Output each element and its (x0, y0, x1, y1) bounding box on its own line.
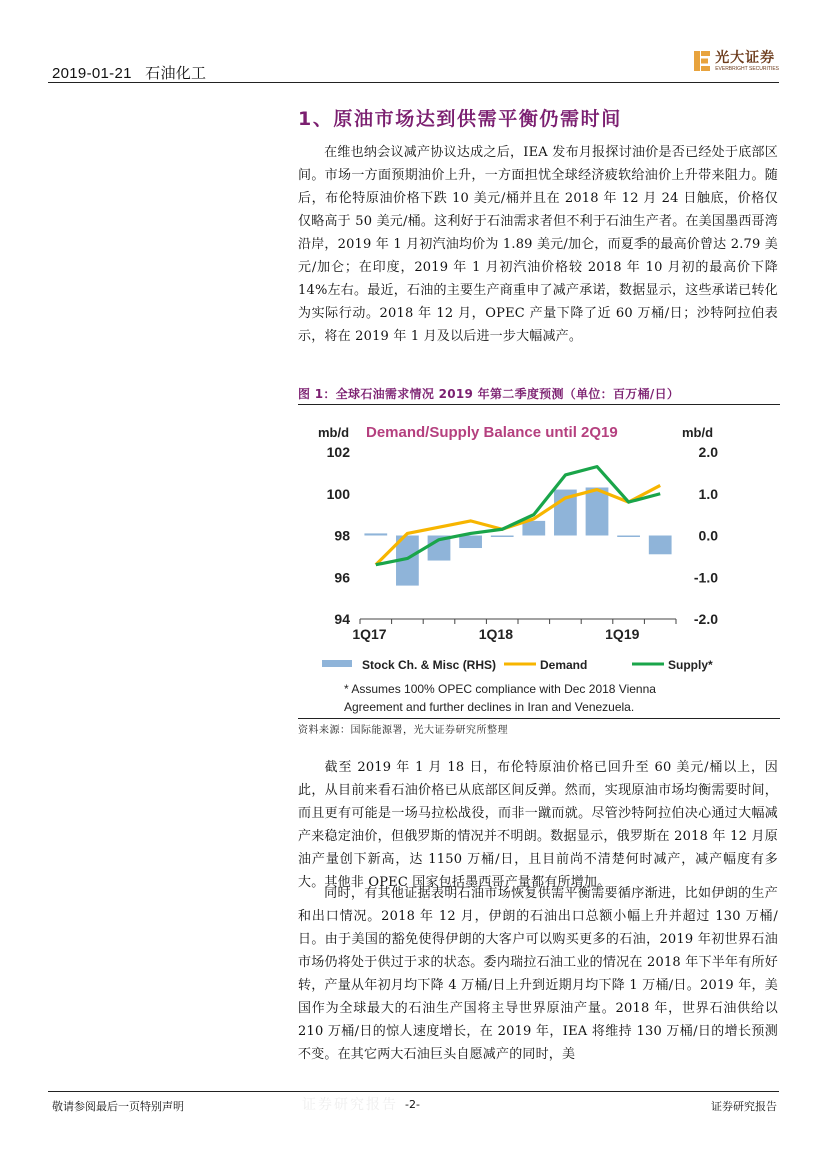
x-tick-label: 1Q19 (605, 626, 640, 642)
left-tick-label: 94 (334, 611, 350, 627)
stock-change-bar (491, 536, 514, 538)
report-header-date (52, 62, 206, 83)
chart-legend (322, 658, 713, 672)
logo-mark-icon (693, 50, 711, 72)
paragraph-2 (298, 756, 778, 894)
chart-container (304, 407, 740, 717)
header-divider (48, 82, 779, 83)
paragraph-1 (298, 141, 778, 348)
report-category: 石油化工 (145, 65, 207, 82)
x-tick-label: 1Q18 (478, 626, 514, 642)
footer-report-type: 证券研究报告 (711, 1100, 777, 1113)
logo-text-cn: 光大证券 (715, 49, 776, 66)
legend-label-supply: Supply* (668, 658, 713, 672)
left-tick-label: 102 (326, 444, 350, 460)
stock-change-bar (364, 533, 387, 535)
chart-footnote-line-2: Agreement and further declines in Iran and Venezuela. (344, 700, 635, 714)
paragraph-3-text: 同时，有其他证据表明石油市场恢复供需平衡需要循序渐进，比如伊朗的生产和出口情况。2018 年 12 月，伊朗的石油出口总额小幅上升并超过 130 万桶/日。由于美国的豁免使得伊朗的大客户可以购买更多的石油，2019 年初世界石油市场仍将处于供过于求的状态。委内瑞拉石油工业的情况在 2018 年下半年有所好转，产量从年初月均下降 4 万桶/日上升到近期月均下降 1 万桶/日。2019 年，美国作为全球最大的石油生产国将主导世界原油产量。2018 年，世界石油供给以 210 万桶/日的惊人速度增长，在 2019 年，IEA 将维持 130 万桶/日的增长预测不变。在其它两大石油巨头自愿减产的同时，美 (298, 886, 778, 1062)
right-tick-label: -2.0 (693, 611, 718, 627)
footer-watermark: 证券研究报告 (302, 1097, 398, 1113)
right-axis-label: mb/d (682, 425, 714, 440)
figure-title: 图 1：全球石油需求情况 2019 年第二季度预测（单位：百万桶/日） (298, 387, 680, 401)
right-tick-label: -1.0 (693, 569, 718, 586)
logo-text-en: EVERBRIGHT SECURITIES (715, 65, 779, 72)
legend-label-stock: Stock Ch. & Misc (RHS) (362, 658, 497, 672)
paragraph-2-text: 截至 2019 年 1 月 18 日，布伦特原油价格已回升至 60 美元/桶以上，因此，从目前来看石油价格已从底部区间反弹。然而，实现原油市场均衡需要时间，而且更有可能是一场马拉松战役，而非一蹴而就。尽管沙特阿拉伯决心通过大幅减产来稳定油价，但俄罗斯的情况并不明朗。数据显示，俄罗斯在 2018 年 12 月原油产量创下新高，达 1150 万桶/日，且目前尚不清楚何时减产，减产幅度有多大。其他非 OPEC 国家包括墨西哥产量都有所增加。 (298, 760, 778, 890)
report-date: 2019-01-21 (52, 65, 132, 82)
company-logo (693, 50, 779, 72)
stock-change-bar (586, 487, 609, 535)
stock-change-bar (459, 536, 482, 549)
legend-label-demand: Demand (540, 658, 588, 672)
left-tick-label: 100 (326, 485, 350, 502)
chart-title: Demand/Supply Balance until 2Q19 (366, 424, 618, 441)
right-tick-label: 2.0 (698, 444, 718, 460)
figure-top-rule (298, 404, 780, 405)
figure-source: 资料来源：国际能源署，光大证券研究所整理 (298, 725, 508, 736)
demand-supply-chart (304, 407, 740, 717)
chart-footnote-line-1: * Assumes 100% OPEC compliance with Dec 2018 Vienna (344, 682, 656, 696)
x-tick-label: 1Q17 (352, 626, 387, 642)
left-axis-label: mb/d (318, 425, 350, 440)
paragraph-3 (298, 882, 778, 1066)
left-tick-label: 98 (334, 527, 350, 544)
stock-change-bar (617, 536, 640, 538)
left-tick-label: 96 (334, 569, 350, 586)
figure-bottom-rule (298, 718, 780, 719)
section-title: 1、原油市场达到供需平衡仍需时间 (298, 108, 622, 130)
footer-disclaimer: 敬请参阅最后一页特别声明 (52, 1100, 184, 1113)
page-number: -2- (405, 1098, 420, 1111)
right-tick-label: 0.0 (698, 527, 718, 544)
stock-change-bar (649, 536, 672, 555)
legend-swatch-stock (322, 660, 352, 667)
right-tick-label: 1.0 (698, 485, 718, 502)
footer-divider (48, 1091, 779, 1092)
paragraph-1-text: 在维也纳会议减产协议达成之后，IEA 发布月报探讨油价是否已经处于底部区间。市场一方面预期油价上升，一方面担忧全球经济疲软给油价上升带来阻力。随后，布伦特原油价格下跌 10 美元/桶并且在 2018 年 12 月 24 日触底，价格仅仅略高于 50 美元/桶。这利好于石油需求者但不利于石油生产者。在美国墨西哥湾沿岸，2019 年 1 月初汽油均价为 1.89 美元/加仑，而夏季的最高价曾达 2.79 美元/加仑；在印度，2019 年 1 月初汽油价格较 2018 年 10 月初的最高价下降 14%左右。最近，石油的主要生产商重申了减产承诺，数据显示，这些承诺已转化为实际行动。2018 年 12 月，OPEC 产量下降了近 60 万桶/日；沙特阿拉伯表示，将在 2019 年 1 月及以后进一步大幅减产。 (298, 145, 778, 344)
